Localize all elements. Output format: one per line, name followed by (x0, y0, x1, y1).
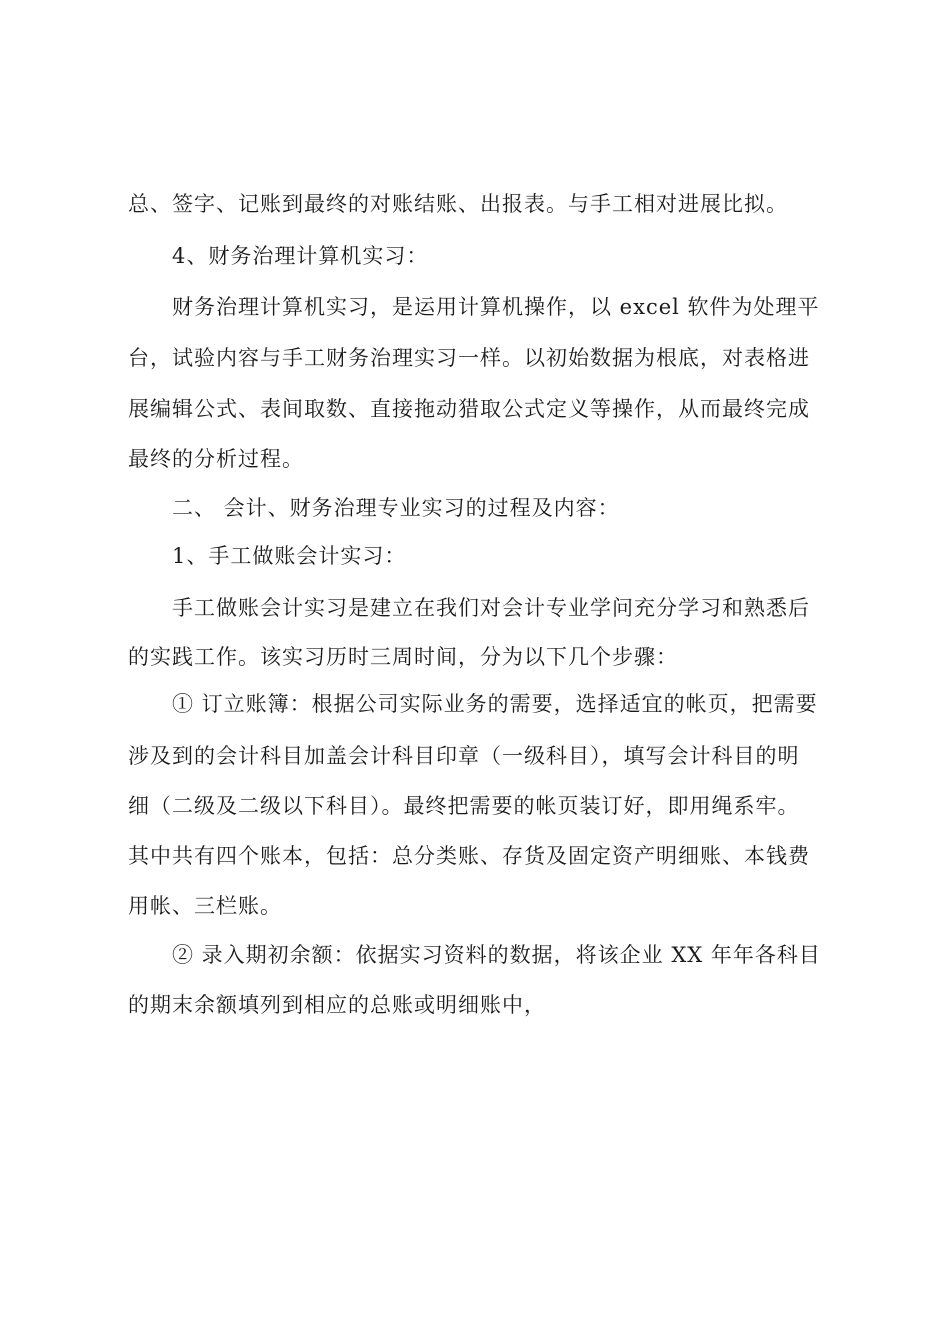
step-1-line-2: 涉及到的会计科目加盖会计科目印章（一级科目），填写会计科目的明 (128, 744, 800, 768)
step-1-line-4: 其中共有四个账本，包括：总分类账、存货及固定资产明细账、本钱费 (128, 844, 810, 868)
step-2-line-1: ② 录入期初余额：依据实习资料的数据，将该企业 XX 年年各科目 (172, 943, 821, 967)
step-1-line-3: 细（二级及二级以下科目）。最终把需要的帐页装订好，即用绳系牢。 (128, 794, 800, 818)
text-line-3: 财务治理计算机实习，是运用计算机操作，以 excel 软件为处理平 (172, 295, 820, 319)
text-line-5: 展编辑公式、表间取数、直接拖动猎取公式定义等操作，从而最终完成 (128, 397, 810, 421)
section-heading-2: 二、 会计、财务治理专业实习的过程及内容： (172, 496, 620, 520)
text-line-10: 的实践工作。该实习历时三周时间，分为以下几个步骤： (128, 645, 678, 669)
step-2-line-2: 的期末余额填列到相应的总账或明细账中， (128, 993, 546, 1017)
section-heading-4: 4、财务治理计算机实习： (172, 244, 429, 268)
text-line-6: 最终的分析过程。 (128, 447, 304, 471)
text-line-4: 台，试验内容与手工财务治理实习一样。以初始数据为根底，对表格进 (128, 346, 810, 370)
subsection-heading-1: 1、手工做账会计实习： (172, 544, 407, 568)
step-1-line-5: 用帐、三栏账。 (128, 894, 282, 918)
text-line-1: 总、签字、记账到最终的对账结账、出报表。与手工相对进展比拟。 (128, 192, 788, 216)
text-line-9: 手工做账会计实习是建立在我们对会计专业学问充分学习和熟悉后 (172, 596, 810, 620)
step-1-line-1: ① 订立账簿：根据公司实际业务的需要，选择适宜的帐页，把需要 (172, 692, 818, 716)
